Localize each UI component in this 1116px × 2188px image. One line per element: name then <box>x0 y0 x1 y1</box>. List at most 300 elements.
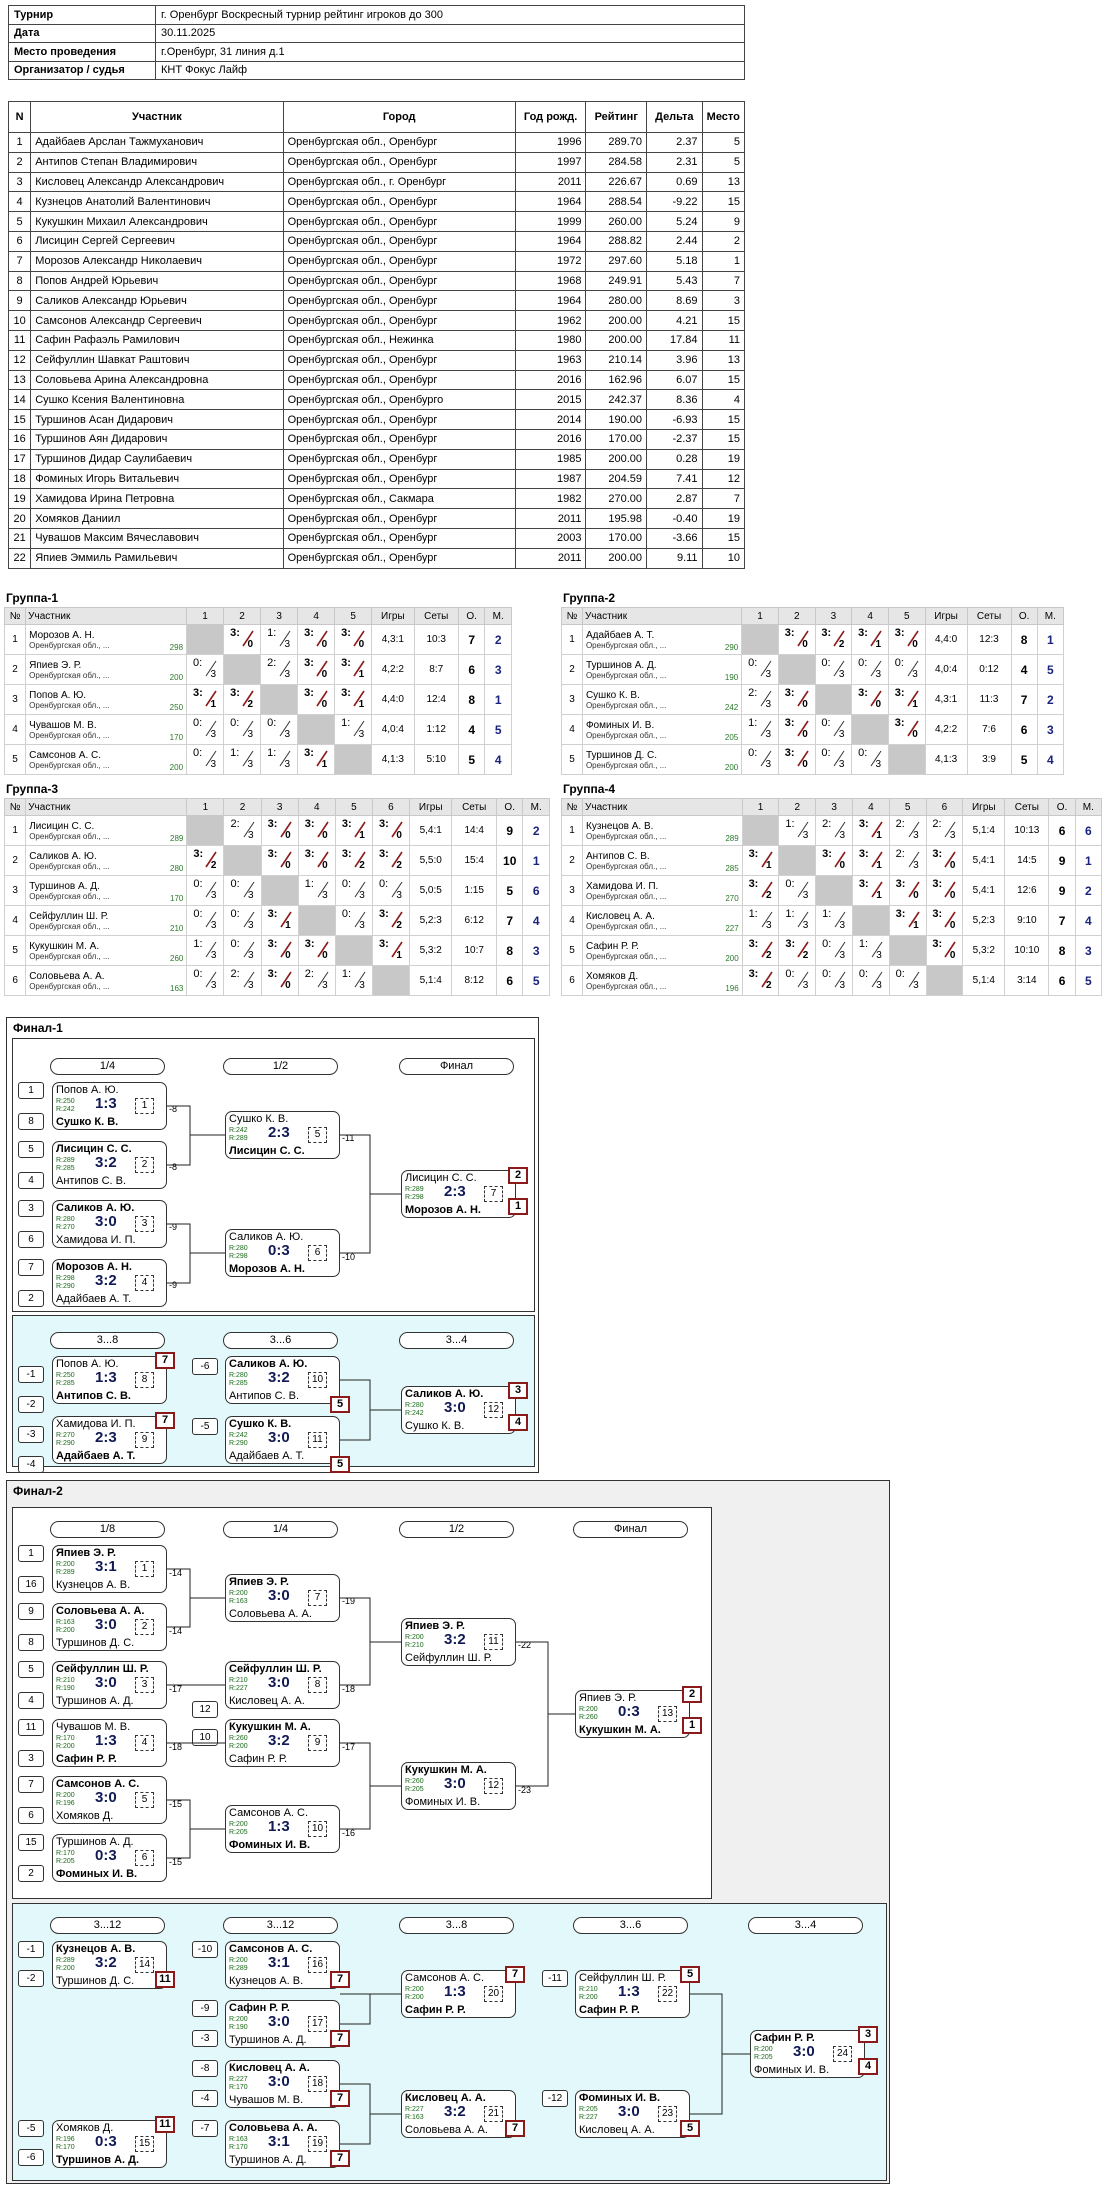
group-header-cell: О. <box>1011 608 1037 625</box>
participant-cell: Морозов Александр Николаевич <box>31 251 283 271</box>
participant-cell: Оренбургская обл., Оренбурго <box>283 390 515 410</box>
match-number: 11 <box>484 1634 503 1650</box>
loser-link-label: -18 <box>342 1684 356 1694</box>
group-games: 5,4:1 <box>410 816 452 846</box>
seed-slot: -9 <box>192 2000 218 2017</box>
group-header-cell: Игры <box>410 799 452 816</box>
group-row-number: 5 <box>562 936 583 966</box>
group-score-own: 1: <box>748 908 758 920</box>
participant-cell: 4 <box>9 192 31 212</box>
group-player-rating: 170 <box>169 733 184 742</box>
participant-cell: Оренбургская обл., Оренбург <box>283 271 515 291</box>
participant-cell: 18 <box>9 469 31 489</box>
match-rating-1: R:200 <box>579 1706 598 1713</box>
participant-cell: Туршинов Дидар Саулибаевич <box>31 449 283 469</box>
group-score-own: 1: <box>304 878 314 890</box>
participant-cell: 5 <box>9 212 31 232</box>
group-player-name: Морозов А. Н. <box>29 629 95 641</box>
match-rating-2: R:190 <box>229 2024 248 2031</box>
group-games: 5,0:5 <box>410 876 452 906</box>
seed-slot: 12 <box>192 1701 218 1718</box>
group-header-cell: 1 <box>742 799 779 816</box>
match-player-1: Сейфуллин Ш. Р. <box>579 1972 667 1984</box>
group-score-opp: 3 <box>839 920 846 931</box>
participant-cell: Кукушкин Михаил Александрович <box>31 212 283 232</box>
match-rating-1: R:242 <box>229 1127 248 1134</box>
match-player-1: Лисицин С. С. <box>56 1143 132 1155</box>
match-number: 5 <box>135 1792 154 1808</box>
group-header-cell: Участник <box>583 799 743 816</box>
group-score-own: 3: <box>193 687 203 699</box>
group-header-cell: О. <box>458 608 484 625</box>
bracket-connector <box>340 1380 401 1440</box>
group-score-opp: 3 <box>247 729 254 740</box>
participant-cell: 1963 <box>515 350 586 370</box>
group-games: 4,4:0 <box>372 685 414 715</box>
match-score: 3:0 <box>618 2103 640 2120</box>
group-score-own: 2: <box>304 968 314 980</box>
participant-cell: 9.11 <box>647 548 703 568</box>
participant-cell: 9 <box>702 212 744 232</box>
group-sets: 3:14 <box>1005 966 1049 996</box>
group-score-opp: 2 <box>247 699 254 710</box>
participant-cell: 7 <box>702 489 744 509</box>
group-games: 5,2:3 <box>410 906 452 936</box>
group-score-opp: 0 <box>321 639 328 650</box>
group-header-cell: 3 <box>261 608 298 625</box>
participant-cell: 1972 <box>515 251 586 271</box>
match-player-1: Туршинов А. Д. <box>56 1836 134 1848</box>
group-score-own: 3: <box>304 747 314 759</box>
group-header-cell: О. <box>496 799 523 816</box>
match-player-1: Япиев Э. Р. <box>56 1547 116 1559</box>
participant-cell: Антипов Степан Владимирович <box>31 152 283 172</box>
group-header-cell: О. <box>1049 799 1075 816</box>
group-score-opp: 2 <box>359 860 365 871</box>
group-points: 5 <box>496 876 523 906</box>
seed-slot: -1 <box>18 1366 44 1383</box>
match-player-2: Сафин Р. Р. <box>56 1753 117 1765</box>
participant-cell: 1 <box>702 251 744 271</box>
group-games: 4,1:3 <box>372 745 414 775</box>
group-score-opp: 3 <box>247 980 254 991</box>
group-row-number: 4 <box>562 906 583 936</box>
group-player-rating: 270 <box>725 894 739 903</box>
group-title: Группа-3 <box>6 782 59 796</box>
group-player-club: Оренбургская обл., ... <box>29 670 110 680</box>
group-row-number: 1 <box>5 625 26 655</box>
match-rating-1: R:196 <box>56 2136 75 2143</box>
group-score-opp: 3 <box>396 890 402 901</box>
round-header: 1/8 <box>50 1521 165 1538</box>
group-score-own: 3: <box>341 848 352 860</box>
match-number: 1 <box>135 1098 154 1114</box>
group-score-own: 0: <box>858 968 869 980</box>
match-player-2: Туршинов А. Д. <box>56 1695 134 1707</box>
match-score: 2:3 <box>268 1124 290 1141</box>
loser-link-label: -8 <box>169 1162 178 1172</box>
info-value: г. Оренбург Воскресный турнир рейтинг игроков до 300 <box>156 6 745 25</box>
group-score-own: 3: <box>341 818 352 830</box>
participant-cell: 7.41 <box>647 469 703 489</box>
group-score-opp: 3 <box>359 920 365 931</box>
match-player-1: Саликов А. Ю. <box>229 1358 308 1370</box>
participant-cell: 15 <box>702 311 744 331</box>
match-rating-1: R:280 <box>229 1372 248 1379</box>
match-rating-1: R:280 <box>56 1216 75 1223</box>
participant-cell: 200.00 <box>586 330 647 350</box>
final-place-badge: 7 <box>155 1352 175 1369</box>
participant-cell: 170.00 <box>586 528 647 548</box>
group-score-opp: 3 <box>322 980 328 991</box>
participant-cell: 10 <box>702 548 744 568</box>
participants-header-cell: Год рожд. <box>515 102 586 133</box>
match-rating-1: R:200 <box>229 1821 248 1828</box>
participant-cell: Туршинов Аян Дидарович <box>31 429 283 449</box>
participant-cell: 1980 <box>515 330 586 350</box>
group-header-cell: 2 <box>779 799 816 816</box>
group-row-number: 1 <box>562 816 583 846</box>
match-player-2: Хамидова И. П. <box>56 1234 136 1246</box>
participant-cell: -3.66 <box>647 528 703 548</box>
final-place-badge: 7 <box>505 2120 525 2137</box>
group-score-opp: 1 <box>766 860 772 871</box>
group-sets: 1:12 <box>414 715 458 745</box>
group-score-own: 0: <box>748 657 758 669</box>
match-number: 12 <box>484 1778 503 1794</box>
participant-cell: 1999 <box>515 212 586 232</box>
participant-cell: Оренбургская обл., Оренбург <box>283 212 515 232</box>
group-header-cell: 4 <box>298 608 335 625</box>
match-number: 4 <box>135 1735 154 1751</box>
participant-cell: 15 <box>702 429 744 449</box>
match-rating-1: R:200 <box>754 2046 773 2053</box>
group-points: 7 <box>496 906 523 936</box>
group-player-club: Оренбургская обл., ... <box>586 861 667 871</box>
match-rating-1: R:210 <box>56 1677 75 1684</box>
group-player-club: Оренбургская обл., ... <box>586 981 667 991</box>
match-player-1: Лисицин С. С. <box>405 1172 477 1184</box>
group-score-opp: 1 <box>875 639 882 650</box>
participant-cell: Попов Андрей Юрьевич <box>31 271 283 291</box>
bracket-connector <box>340 1743 401 1829</box>
participant-cell: 15 <box>702 528 744 548</box>
match-rating-1: R:200 <box>229 1590 248 1597</box>
round-header: 1/2 <box>223 1058 338 1075</box>
match-player-2: Туршинов А. Д. <box>229 2034 307 2046</box>
match-score: 3:0 <box>268 2073 290 2090</box>
info-key: Турнир <box>9 6 156 25</box>
round-header: 1/4 <box>223 1521 338 1538</box>
participant-cell: Лисицин Сергей Сергеевич <box>31 231 283 251</box>
group-score-opp: 3 <box>358 729 365 740</box>
group-points: 9 <box>496 816 523 846</box>
match-player-2: Сафин Р. Р. <box>579 2004 640 2016</box>
group-score-opp: 1 <box>396 950 402 961</box>
match-rating-2: R:205 <box>229 1829 248 1836</box>
group-score-opp: 0 <box>285 980 291 991</box>
participant-cell: Туршинов Асан Дидарович <box>31 410 283 430</box>
match-score: 3:1 <box>268 2133 290 2150</box>
participants-header-cell: Участник <box>31 102 283 133</box>
participant-cell: Кисловец Александр Александрович <box>31 172 283 192</box>
group-score-own: 3: <box>193 848 204 860</box>
group-place: 1 <box>485 685 512 715</box>
group-row-number: 5 <box>562 745 583 775</box>
participant-cell: 2 <box>9 152 31 172</box>
group-score-opp: 3 <box>765 729 772 740</box>
seed-slot: 5 <box>18 1141 44 1158</box>
group-score-own: 3: <box>267 818 278 830</box>
participant-cell: 1962 <box>515 311 586 331</box>
seed-slot: 15 <box>18 1834 44 1851</box>
match-rating-2: R:290 <box>56 1440 75 1447</box>
group-player-name: Кисловец А. А. <box>586 910 655 922</box>
match-player-1: Самсонов А. С. <box>405 1972 485 1984</box>
info-value: г.Оренбург, 31 линия д.1 <box>156 43 745 62</box>
participants-header-cell: Рейтинг <box>586 102 647 133</box>
participant-cell: Оренбургская обл., Оренбург <box>283 429 515 449</box>
group-score-opp: 3 <box>912 669 918 680</box>
group-score-opp: 2 <box>396 920 402 931</box>
group-score-opp: 0 <box>802 639 808 650</box>
participant-cell: 242.37 <box>586 390 647 410</box>
group-player-rating: 200 <box>169 673 184 682</box>
group-score-own: 1: <box>193 938 203 950</box>
match-number: 9 <box>135 1432 154 1448</box>
info-value: КНТ Фокус Лайф <box>156 61 745 80</box>
match-rating-2: R:298 <box>229 1253 248 1260</box>
group-sets: 14:5 <box>1005 846 1049 876</box>
group-player-name: Туршинов Д. С. <box>585 749 658 761</box>
bracket-connector <box>167 1800 225 1858</box>
seed-slot: 6 <box>18 1231 44 1248</box>
participant-cell: 1996 <box>515 133 586 153</box>
group-score-own: 0: <box>821 717 831 729</box>
participant-cell: 1 <box>9 133 31 153</box>
match-rating-1: R:205 <box>579 2106 598 2113</box>
round-header: Финал <box>573 1521 688 1538</box>
participant-cell: -9.22 <box>647 192 703 212</box>
group-score-opp: 0 <box>912 639 918 650</box>
group-score-opp: 0 <box>247 639 254 650</box>
group-player-name: Попов А. Ю. <box>29 689 87 701</box>
group-header-cell: 4 <box>852 608 889 625</box>
match-number: 16 <box>308 1957 327 1973</box>
group-player-club: Оренбургская обл., ... <box>29 700 110 710</box>
participant-cell: 13 <box>9 370 31 390</box>
group-sets: 9:10 <box>1005 906 1049 936</box>
match-score: 3:2 <box>95 1154 117 1171</box>
match-rating-1: R:210 <box>579 1986 598 1993</box>
group-player-name: Туршинов А. Д. <box>585 659 657 671</box>
match-number: 10 <box>308 1821 327 1837</box>
group-player-club: Оренбургская обл., ... <box>29 951 110 961</box>
final-place-badge: 3 <box>508 1382 528 1399</box>
match-rating-2: R:290 <box>56 1283 75 1290</box>
match-player-1: Кисловец А. А. <box>229 2062 310 2074</box>
group-score-opp: 3 <box>284 669 291 680</box>
match-rating-2: R:200 <box>229 1743 248 1750</box>
group-player-rating: 285 <box>725 864 739 873</box>
match-rating-2: R:210 <box>405 1642 424 1649</box>
group-header-cell: 3 <box>261 799 298 816</box>
group-score-opp: 3 <box>359 980 365 991</box>
group-score-own: 3: <box>378 848 389 860</box>
group-player-rating: 200 <box>725 954 739 963</box>
participant-cell: 21 <box>9 528 31 548</box>
group-score-own: 3: <box>858 687 868 699</box>
group-score-opp: 1 <box>358 669 365 680</box>
match-player-1: Саликов А. Ю. <box>405 1388 484 1400</box>
group-score-opp: 1 <box>876 890 882 901</box>
participant-cell: 162.96 <box>586 370 647 390</box>
group-games: 4,2:2 <box>372 655 414 685</box>
participant-cell: 5 <box>702 152 744 172</box>
group-points: 5 <box>458 745 484 775</box>
match-rating-1: R:250 <box>56 1098 75 1105</box>
participant-cell: 1987 <box>515 469 586 489</box>
participant-cell: 289.70 <box>586 133 647 153</box>
participant-cell: 4.21 <box>647 311 703 331</box>
final-place-badge: 7 <box>155 1412 175 1429</box>
match-number: 6 <box>135 1850 154 1866</box>
participant-cell: 2.87 <box>647 489 703 509</box>
participant-cell: Оренбургская обл., Оренбург <box>283 350 515 370</box>
participant-cell: 2003 <box>515 528 586 548</box>
match-score: 2:3 <box>444 1183 466 1200</box>
group-score-own: 1: <box>748 717 758 729</box>
match-player-2: Туршинов Д. С. <box>56 1975 135 1987</box>
group-score-opp: 3 <box>949 830 956 841</box>
group-header-cell: Сеты <box>967 608 1011 625</box>
participant-cell: 1985 <box>515 449 586 469</box>
group-player-name: Сейфуллин Ш. Р. <box>29 910 109 922</box>
participant-cell: Оренбургская обл., Оренбург <box>283 133 515 153</box>
group-player-rating: 250 <box>169 703 184 712</box>
participant-cell: 2016 <box>515 370 586 390</box>
group-points: 8 <box>1049 936 1075 966</box>
match-player-1: Сейфуллин Ш. Р. <box>56 1663 149 1675</box>
group-header-cell: Игры <box>925 608 967 625</box>
match-player-2: Туршинов А. Д. <box>56 2154 140 2166</box>
match-number: 8 <box>308 1677 327 1693</box>
group-score-own: 3: <box>895 908 906 920</box>
participant-cell: 200.00 <box>586 548 647 568</box>
group-player-rating: 163 <box>170 984 184 993</box>
group-score-opp: 2 <box>766 890 772 901</box>
group-score-opp: 1 <box>359 830 365 841</box>
group-score-own: 3: <box>267 968 278 980</box>
match-rating-1: R:200 <box>229 1957 248 1964</box>
group-score-own: 0: <box>230 938 240 950</box>
match-rating-2: R:289 <box>56 1569 75 1576</box>
group-header-cell: Участник <box>26 799 187 816</box>
participant-cell: -0.40 <box>647 509 703 529</box>
participant-cell: Сушко Ксения Валентиновна <box>31 390 283 410</box>
participant-cell: Япиев Эммиль Рамильевич <box>31 548 283 568</box>
participant-cell: 11 <box>9 330 31 350</box>
match-rating-1: R:298 <box>56 1275 75 1282</box>
group-score-own: 1: <box>267 747 277 759</box>
group-sets: 0:12 <box>967 655 1011 685</box>
match-rating-2: R:200 <box>579 1994 598 2001</box>
group-header-cell: 5 <box>888 608 925 625</box>
group-score-opp: 0 <box>913 890 919 901</box>
group-row-number: 6 <box>562 966 583 996</box>
loser-link-label: -14 <box>169 1568 183 1578</box>
group-score-opp: 0 <box>949 890 956 901</box>
match-player-2: Чувашов М. В. <box>229 2094 304 2106</box>
seed-slot: -8 <box>192 2060 218 2077</box>
participant-cell: 6.07 <box>647 370 703 390</box>
group-player-name: Лисицин С. С. <box>29 820 95 832</box>
match-score: 0:3 <box>95 1847 117 1864</box>
group-sets: 10:7 <box>452 936 497 966</box>
participant-cell: 8.36 <box>647 390 703 410</box>
seed-slot: 3 <box>18 1200 44 1217</box>
match-number: 6 <box>308 1245 327 1261</box>
match-rating-2: R:205 <box>405 1786 424 1793</box>
loser-link-label: -15 <box>169 1857 183 1867</box>
group-score-opp: 0 <box>912 729 918 740</box>
match-player-2: Адайбаев А. Т. <box>56 1450 136 1462</box>
group-score-opp: 3 <box>765 699 772 710</box>
group-score-own: 3: <box>932 848 943 860</box>
group-place: 6 <box>1075 816 1101 846</box>
group-score-opp: 3 <box>284 729 291 740</box>
participant-cell: Оренбургская обл., Оренбург <box>283 152 515 172</box>
group-score-own: 0: <box>230 878 240 890</box>
seed-slot: -7 <box>192 2120 218 2137</box>
match-number: 13 <box>658 1706 677 1722</box>
seed-slot: -12 <box>542 2090 568 2107</box>
match-score: 1:3 <box>95 1095 117 1112</box>
group-score-own: 3: <box>784 747 795 759</box>
group-score-opp: 3 <box>913 980 919 991</box>
group-games: 5,1:4 <box>963 816 1005 846</box>
group-player-name: Сафин Р. Р. <box>586 940 639 952</box>
group-score-opp: 3 <box>765 759 772 770</box>
seed-slot: 16 <box>18 1576 44 1593</box>
group-title: Группа-2 <box>563 591 616 605</box>
match-score: 1:3 <box>95 1732 117 1749</box>
group-score-own: 3: <box>341 687 351 699</box>
group-score-opp: 2 <box>210 860 217 871</box>
match-player-1: Кисловец А. А. <box>405 2092 486 2104</box>
group-score-own: 1: <box>858 938 869 950</box>
group-points: 9 <box>1049 876 1075 906</box>
seed-slot: -6 <box>18 2149 44 2166</box>
participant-cell: Оренбургская обл., Оренбург <box>283 528 515 548</box>
group-header-cell: 3 <box>815 608 852 625</box>
group-score-own: 0: <box>193 717 203 729</box>
participant-cell: 13 <box>702 172 744 192</box>
group-header-cell: 5 <box>889 799 926 816</box>
group-games: 5,5:0 <box>410 846 452 876</box>
group-player-club: Оренбургская обл., ... <box>29 861 110 871</box>
participant-cell: 3.96 <box>647 350 703 370</box>
bracket-connector <box>690 1994 750 2114</box>
match-score: 1:3 <box>95 1369 117 1386</box>
group-sets: 11:3 <box>967 685 1011 715</box>
participant-cell: 7 <box>702 271 744 291</box>
participant-cell: Сейфуллин Шавкат Раштович <box>31 350 283 370</box>
match-player-1: Сафин Р. Р. <box>754 2032 815 2044</box>
final-place-badge: 3 <box>858 2026 878 2043</box>
group-row-number: 4 <box>562 715 583 745</box>
participant-cell: -2.37 <box>647 429 703 449</box>
